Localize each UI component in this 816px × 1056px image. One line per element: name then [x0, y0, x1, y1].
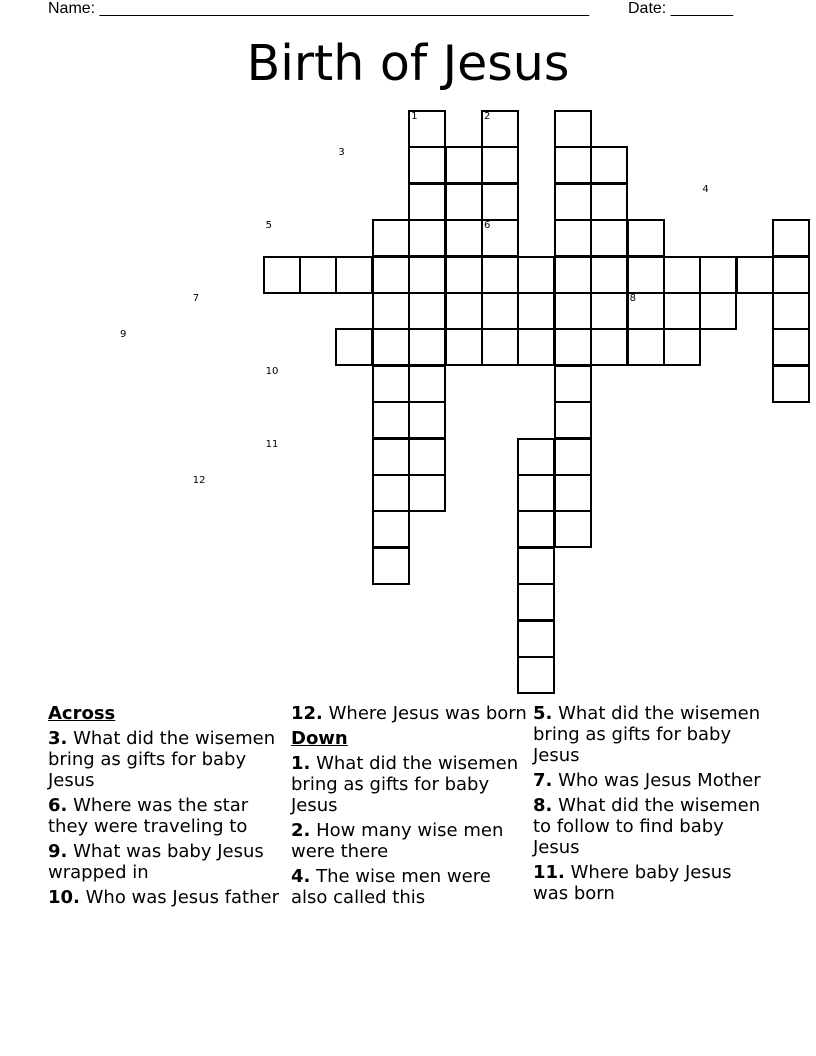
grid-cell[interactable]: [772, 219, 810, 257]
clue-number: 1: [411, 111, 418, 122]
grid-cell[interactable]: [517, 510, 555, 548]
clue-number: 7: [192, 293, 200, 304]
grid-cell[interactable]: [554, 328, 592, 366]
date-line: Date: _______: [628, 0, 733, 17]
grid-cell[interactable]: [554, 401, 592, 439]
grid-cell[interactable]: [554, 292, 592, 330]
grid-cell[interactable]: [408, 183, 446, 221]
clue-down-5: 5. What did the wisemen bring as gifts for baby Jesus: [533, 703, 761, 766]
clue-across-9: 9. What was baby Jesus wrapped in: [48, 841, 264, 883]
clue-number: 9: [120, 329, 127, 341]
grid-cell[interactable]: [408, 219, 446, 257]
grid-cell[interactable]: [372, 219, 410, 257]
grid-cell[interactable]: [736, 256, 774, 294]
grid-cell[interactable]: [663, 256, 701, 294]
clue-number: 8: [629, 293, 636, 304]
grid-cell[interactable]: [699, 292, 737, 330]
grid-cell[interactable]: [772, 365, 810, 403]
grid-cell[interactable]: [408, 401, 446, 439]
clue-number: 12: [192, 475, 206, 486]
clue-number: 10: [265, 365, 279, 377]
down-heading: Down: [291, 728, 348, 749]
grid-cell[interactable]: [445, 292, 483, 330]
grid-cell[interactable]: [554, 256, 592, 294]
grid-cell[interactable]: [445, 328, 483, 366]
grid-cell[interactable]: [590, 146, 628, 184]
grid-cell[interactable]: [481, 146, 519, 184]
grid-cell[interactable]: [590, 219, 628, 257]
grid-cell[interactable]: [517, 256, 555, 294]
grid-cell[interactable]: [590, 328, 628, 366]
clue-down-2: 2. How many wise men were there: [291, 820, 504, 862]
puzzle-title: Birth of Jesus: [246, 35, 570, 92]
grid-cell[interactable]: [481, 256, 519, 294]
grid-cell[interactable]: [517, 620, 555, 658]
grid-cell[interactable]: [372, 292, 410, 330]
clue-down-7: 7. Who was Jesus Mother: [533, 770, 761, 791]
grid-cell[interactable]: [554, 510, 592, 548]
clue-down-1: 1. What did the wisemen bring as gifts for baby Jesus: [291, 753, 519, 816]
clue-across-12: 12. Where Jesus was born: [291, 703, 527, 724]
clue-number: 6: [484, 220, 491, 232]
grid-cell[interactable]: [517, 583, 555, 621]
clue-number: 5: [265, 220, 272, 232]
grid-cell[interactable]: [627, 328, 665, 366]
grid-cell[interactable]: [372, 510, 410, 548]
name-line: Name: _______________________________________________________: [48, 0, 589, 17]
clue-across-3: 3. What did the wisemen bring as gifts for baby Jesus: [48, 728, 276, 791]
grid-cell[interactable]: [445, 183, 483, 221]
grid-cell[interactable]: [663, 292, 701, 330]
grid-cell[interactable]: [554, 474, 592, 512]
grid-cell[interactable]: [445, 146, 483, 184]
grid-cell[interactable]: [517, 438, 555, 476]
grid-cell[interactable]: [590, 256, 628, 294]
grid-cell[interactable]: [299, 256, 337, 294]
grid-cell[interactable]: [554, 219, 592, 257]
grid-cell[interactable]: [372, 438, 410, 476]
grid-cell[interactable]: [481, 328, 519, 366]
grid-cell[interactable]: [554, 438, 592, 476]
grid-cell[interactable]: [372, 401, 410, 439]
grid-cell[interactable]: [663, 328, 701, 366]
grid-cell[interactable]: [699, 256, 737, 294]
grid-cell[interactable]: [445, 256, 483, 294]
grid-cell[interactable]: [554, 146, 592, 184]
grid-cell[interactable]: [335, 256, 373, 294]
grid-cell[interactable]: [408, 256, 446, 294]
grid-cell[interactable]: [408, 292, 446, 330]
grid-cell[interactable]: [517, 292, 555, 330]
grid-cell[interactable]: [590, 183, 628, 221]
clue-down-4: 4. The wise men were also called this: [291, 866, 491, 908]
grid-cell[interactable]: [372, 474, 410, 512]
clue-number: 3: [338, 147, 345, 159]
grid-cell[interactable]: [408, 328, 446, 366]
grid-cell[interactable]: [517, 328, 555, 366]
grid-cell[interactable]: [627, 256, 665, 294]
grid-cell[interactable]: [372, 256, 410, 294]
grid-cell[interactable]: [372, 365, 410, 403]
grid-cell[interactable]: [517, 474, 555, 512]
grid-cell[interactable]: [772, 292, 810, 330]
clue-number: 2: [484, 111, 491, 122]
clue-across-6: 6. Where was the star they were traveling to: [48, 795, 249, 837]
grid-cell[interactable]: [372, 328, 410, 366]
grid-cell[interactable]: [445, 219, 483, 257]
grid-cell[interactable]: [772, 256, 810, 294]
clue-number: 11: [265, 438, 279, 450]
clue-column-3: [533, 703, 769, 908]
grid-cell[interactable]: [772, 328, 810, 366]
grid-cell[interactable]: [408, 438, 446, 476]
clue-down-11: 11. Where baby Jesus was born: [533, 862, 732, 904]
grid-cell[interactable]: [335, 328, 373, 366]
clue-number: 4: [702, 183, 709, 195]
grid-cell[interactable]: [554, 365, 592, 403]
grid-cell[interactable]: [554, 183, 592, 221]
grid-cell[interactable]: [408, 474, 446, 512]
grid-cell[interactable]: [263, 256, 301, 294]
grid-cell[interactable]: [408, 146, 446, 184]
grid-cell[interactable]: [517, 547, 555, 585]
grid-cell[interactable]: [481, 183, 519, 221]
across-heading: Across: [48, 703, 116, 724]
grid-cell[interactable]: [627, 219, 665, 257]
grid-cell[interactable]: [517, 656, 555, 694]
clue-down-8: 8. What did the wisemen to follow to find baby Jesus: [533, 795, 761, 858]
grid-cell[interactable]: [554, 110, 592, 148]
grid-cell[interactable]: [590, 292, 628, 330]
clue-column-1: [48, 703, 284, 912]
clue-across-10: 10. Who was Jesus father: [48, 887, 279, 908]
grid-cell[interactable]: [372, 547, 410, 585]
grid-cell[interactable]: [408, 365, 446, 403]
clue-column-2: [291, 703, 527, 912]
